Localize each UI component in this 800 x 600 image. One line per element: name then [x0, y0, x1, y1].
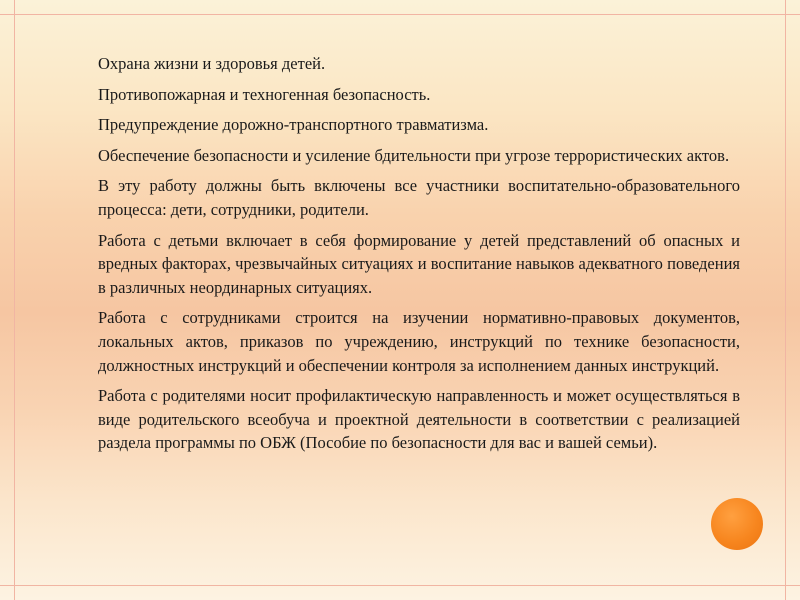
list-item-text: Работа с родителями носит профилактическую направленность и может осуществляться в виде родительского всеобуча и проектной деятельности в соответствии с реализацией раздела программы по ОБЖ (Пособие по безопасности для вас и вашей семьи). [98, 386, 740, 453]
list-item-text: Охрана жизни и здоровья детей. [98, 54, 326, 73]
list-item [70, 83, 740, 107]
list-item-text: В эту работу должны быть включены все участники воспитательно-образовательного процесса: дети, сотрудники, родители. [98, 176, 740, 219]
frame-line-left [14, 0, 15, 600]
list-item-text: Работа с детьми включает в себя формирование у детей представлений об опасных и вредных факторах, чрезвычайных ситуациях и воспитание навыков адекватного поведения в различных неординарных ситуациях. [98, 230, 740, 297]
frame-line-top [0, 14, 800, 15]
list-item-text: Работа с сотрудниками строится на изучении нормативно-правовых документов, локальных актов, приказов по учреждению, инструкций по технике безопасности, должностных инструкций и обеспечении контроля за исполнением данных инструкций. [98, 308, 740, 375]
orange-circle-icon [711, 498, 763, 550]
list-item [70, 113, 740, 137]
frame-line-bottom [0, 585, 800, 586]
list-item [70, 306, 740, 377]
bullet-list [70, 52, 740, 462]
list-item [70, 384, 740, 455]
list-item [70, 52, 740, 76]
list-item-text: Противопожарная и техногенная безопасность. [98, 84, 431, 104]
frame-line-right [785, 0, 786, 600]
list-item [70, 144, 740, 168]
list-item [70, 229, 740, 300]
list-item-text: Предупреждение дорожно-транспортного травматизма. [98, 115, 489, 135]
list-item-text: Обеспечение безопасности и усиление бдительности при угрозе террористических актов. [98, 145, 730, 165]
list-item [70, 174, 740, 221]
